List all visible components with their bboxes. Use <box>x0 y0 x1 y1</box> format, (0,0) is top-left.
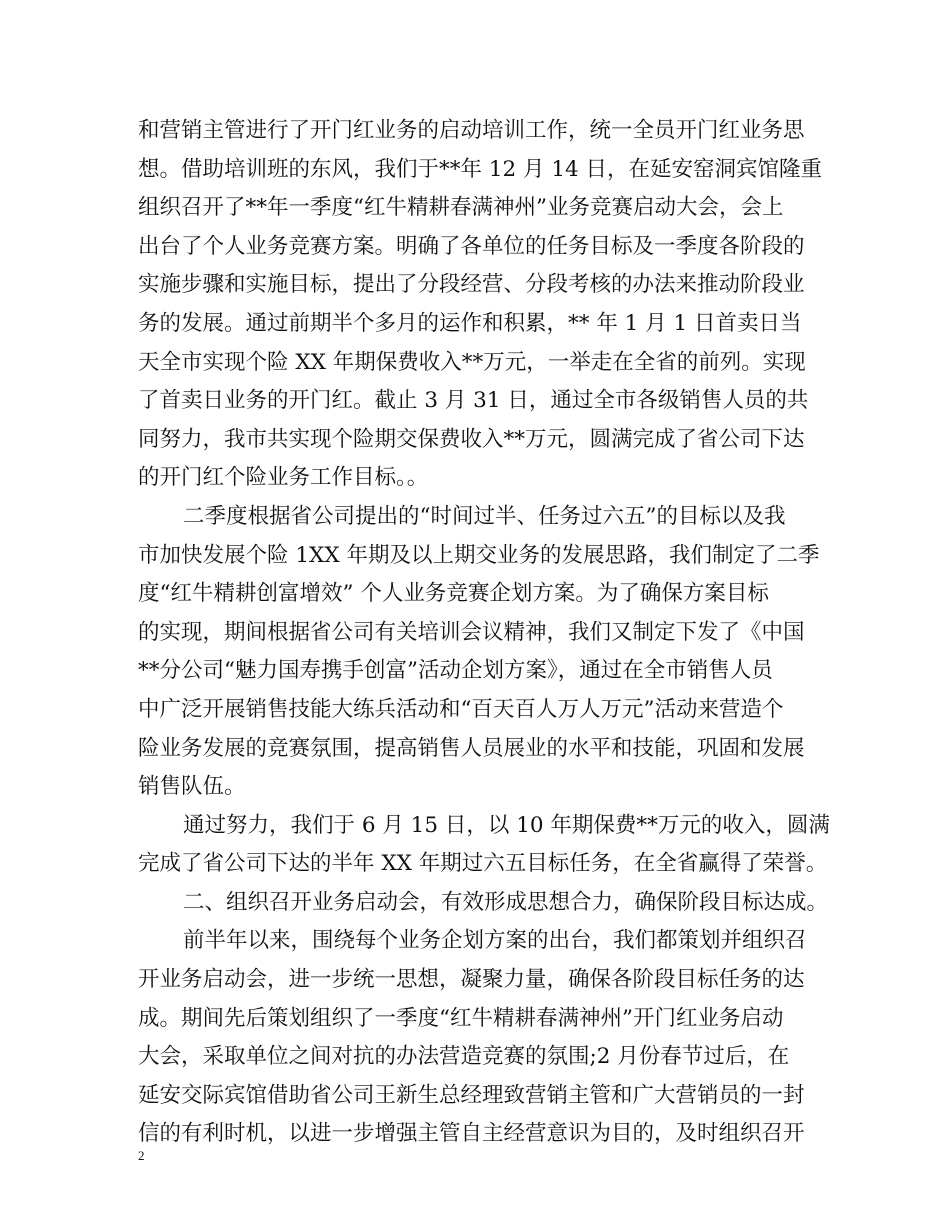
text-line: 同努力，我市共实现个险期交保费收入**万元，圆满完成了省公司下达 <box>138 426 805 452</box>
text-line: 和营销主管进行了开门红业务的启动培训工作，统一全员开门红业务思 <box>138 118 805 143</box>
document-body <box>138 112 828 1154</box>
text-line: 想。借助培训班的东风，我们于**年 12 月 14 日，在延安窑洞宾馆隆重 <box>138 156 823 182</box>
text-line: 度“红牛精耕创富增效” 个人业务竞赛企划方案。为了确保方案目标 <box>138 581 769 607</box>
text-line: 的实现，期间根据省公司有关培训会议精神，我们又制定下发了《中国 <box>138 619 805 645</box>
text-line: 天全市实现个险 XX 年期保费收入**万元，一举走在全省的前列。实现 <box>138 349 806 375</box>
text-line: 大会，采取单位之间对抗的办法营造竞赛的氛围;2 月份春节过后，在 <box>138 1044 790 1070</box>
text-line: 二、组织召开业务启动会，有效形成思想合力，确保阶段目标达成。 <box>183 889 829 915</box>
text-line: 延安交际宾馆借助省公司王新生总经理致营销主管和广大营销员的一封 <box>138 1082 805 1108</box>
text-line: 中广泛开展销售技能大练兵活动和“百天百人万人万元”活动来营造个 <box>138 696 784 722</box>
text-line: 市加快发展个险 1XX 年期及以上期交业务的发展思路，我们制定了二季 <box>138 542 820 568</box>
text-line: 务的发展。通过前期半个多月的运作和积累，** 年 1 月 1 日首卖日当 <box>138 310 802 336</box>
text-line: 开业务启动会，进一步统一思想，凝聚力量，确保各阶段目标任务的达 <box>138 967 805 993</box>
text-line: 险业务发展的竞赛氛围，提高销售人员展业的水平和技能，巩固和发展 <box>138 735 805 761</box>
text-line: 信的有利时机，以进一步增强主管自主经营意识为目的，及时组织召开 <box>138 1121 805 1147</box>
text-line: 了首卖日业务的开门红。截止 3 月 31 日，通过全市各级销售人员的共 <box>138 388 809 414</box>
text-line: 组织召开了**年一季度“红牛精耕春满神州”业务竞赛启动大会，会上 <box>138 195 784 221</box>
page-number: 2 <box>138 1148 145 1163</box>
text-line: 前半年以来，围绕每个业务企划方案的出台，我们都策划并组织召 <box>183 928 807 954</box>
text-line: 的开门红个险业务工作目标。。 <box>138 465 429 491</box>
text-line: 实施步骤和实施目标，提出了分段经营、分段考核的办法来推动阶段业 <box>138 272 805 298</box>
text-line: 成。期间先后策划组织了一季度“红牛精耕春满神州”开门红业务启动 <box>138 1005 784 1031</box>
text-line: 完成了省公司下达的半年 XX 年期过六五目标任务，在全省赢得了荣誉。 <box>138 851 828 877</box>
text-line: **分公司“魅力国寿携手创富”活动企划方案》，通过在全市销售人员 <box>138 658 773 684</box>
text-line: 通过努力，我们于 6 月 15 日，以 10 年期保费**万元的收入，圆满 <box>183 812 830 838</box>
text-line: 出台了个人业务竞赛方案。明确了各单位的任务目标及一季度各阶段的 <box>138 233 805 259</box>
text-line: 销售队伍。 <box>138 774 246 800</box>
text-line: 二季度根据省公司提出的“时间过半、任务过六五”的目标以及我 <box>183 503 786 529</box>
